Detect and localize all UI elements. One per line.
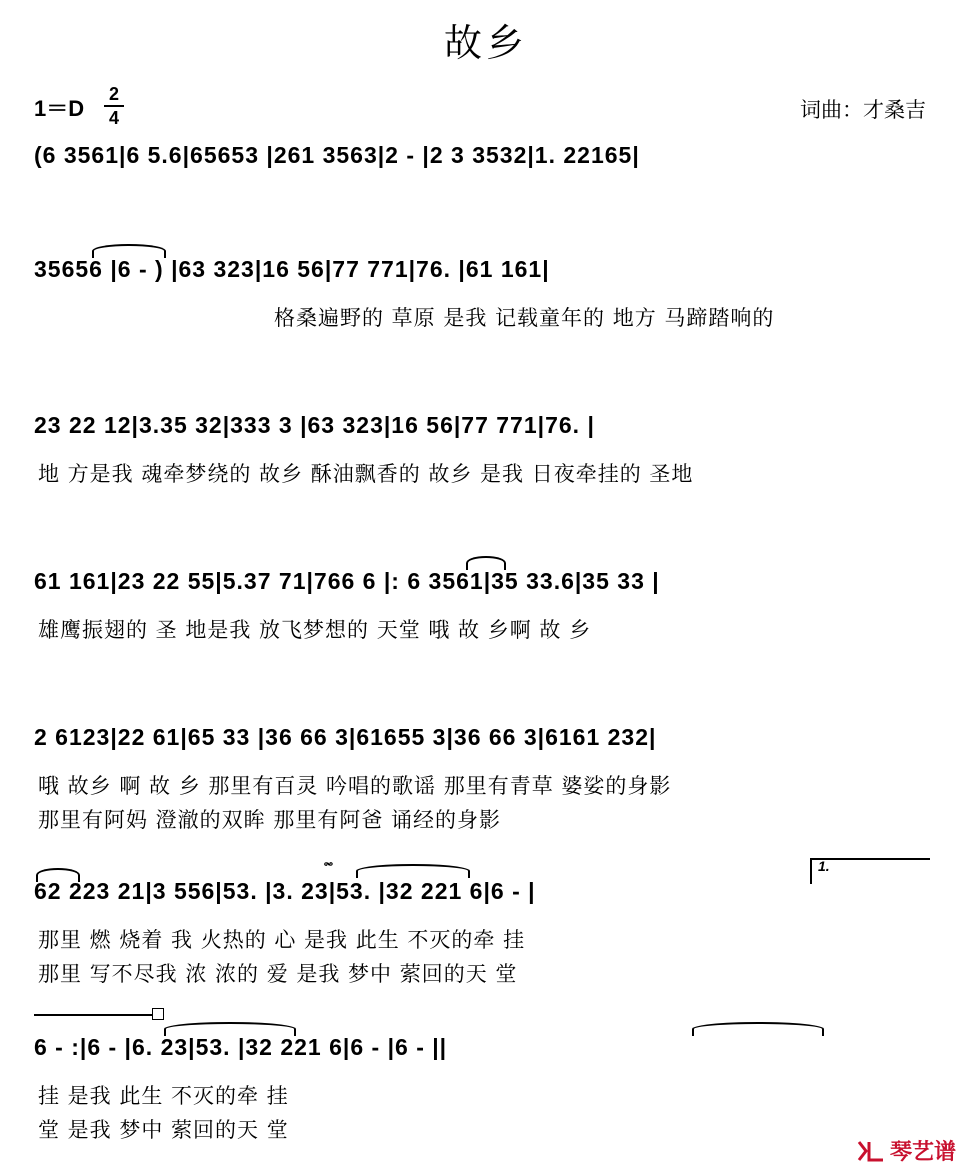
tie xyxy=(466,556,506,570)
notation-line: 2 6123|22 61|65 33 |36 66 3|61655 3|36 66 3|6161 232| xyxy=(34,724,657,750)
lyric-line: 挂 是我 此生 不灭的牵 挂 xyxy=(38,1084,289,1108)
first-ending-bracket: 1. xyxy=(810,858,930,884)
score-system-5 xyxy=(34,720,934,830)
notation-line: 35656 |6 - ) |63 323|16 56|77 771|76. |61 161| xyxy=(34,256,550,282)
lyric-line: 堂 是我 梦中 萦回的天 堂 xyxy=(38,1118,289,1142)
lyric-line: 那里 写不尽我 浓 浓的 爱 是我 梦中 萦回的天 堂 xyxy=(38,962,518,986)
tie xyxy=(356,864,470,878)
notation-line: 23 22 12|3.35 32|333 3 |63 323|16 56|77 771|76. | xyxy=(34,412,595,438)
score-system-1 xyxy=(34,138,934,178)
notation-line: (6 3561|6 5.6|65653 |261 3563|2 - |2 3 3532|1. 22165| xyxy=(34,142,640,168)
time-signature xyxy=(104,84,124,128)
first-ending-line xyxy=(34,1014,154,1016)
mordent-mark: 𝆗 xyxy=(324,852,333,871)
score-system-6 xyxy=(34,852,934,986)
lyric-line: 那里有阿妈 澄澈的双眸 那里有阿爸 诵经的身影 xyxy=(38,808,502,832)
lyric-line: 那里 燃 烧着 我 火热的 心 是我 此生 不灭的牵 挂 xyxy=(38,928,526,952)
lyric-line: 哦 故乡 啊 故 乡 那里有百灵 吟唱的歌谣 那里有青草 婆娑的身影 xyxy=(38,774,672,798)
lyric-line: 格桑遍野的 草原 是我 记载童年的 地方 马蹄踏响的 xyxy=(274,306,775,330)
notation-line: 61 161|23 22 55|5.37 71|766 6 |: 6 3561|35 33.6|35 33 | xyxy=(34,568,660,594)
notation-line: 62 223 21|3 556|53. |3. 23|53. |32 221 6|6 - | xyxy=(34,878,536,904)
site-logo xyxy=(856,1135,956,1166)
score-system-3 xyxy=(34,408,934,498)
score-system-4 xyxy=(34,562,934,652)
tie xyxy=(692,1022,824,1036)
logo-icon xyxy=(856,1138,886,1164)
tie xyxy=(36,868,80,882)
lyric-line: 雄鹰振翅的 圣 地是我 放飞梦想的 天堂 哦 故 乡啊 故 乡 xyxy=(38,618,592,642)
score-system-7 xyxy=(34,1030,934,1140)
song-title: 故乡 xyxy=(443,21,528,65)
time-signature-bottom: 4 xyxy=(108,108,119,128)
key-signature: 1＝D xyxy=(34,96,85,121)
time-signature-top: 2 xyxy=(108,84,119,104)
tie xyxy=(164,1022,296,1036)
logo-text: 琴艺谱 xyxy=(889,1140,956,1165)
tie xyxy=(92,244,166,258)
coda-square xyxy=(152,1008,164,1020)
notation-line: 6 - :|6 - |6. 23|53. |32 221 6|6 - |6 - || xyxy=(34,1034,448,1060)
lyric-line: 地 方是我 魂牵梦绕的 故乡 酥油飘香的 故乡 是我 日夜牵挂的 圣地 xyxy=(38,462,694,486)
score-system-2 xyxy=(34,244,934,334)
composer-credit: 词曲：才桑吉 xyxy=(800,98,926,122)
